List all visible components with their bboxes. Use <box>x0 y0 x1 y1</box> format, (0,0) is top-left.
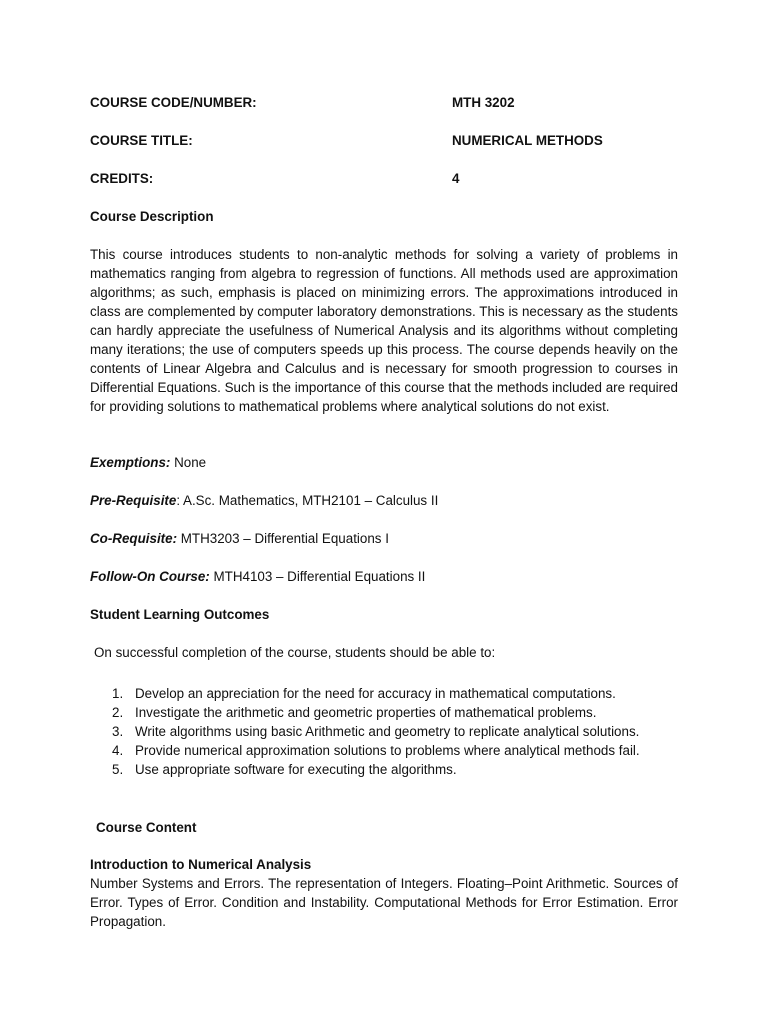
learning-outcomes-heading: Student Learning Outcomes <box>90 607 270 622</box>
learning-outcomes-list <box>90 684 650 779</box>
course-code-row <box>90 93 680 112</box>
list-item-text: Develop an appreciation for the need for accuracy in mathematical computations. <box>135 686 616 701</box>
prerequisite-value: : A.Sc. Mathematics, MTH2101 – Calculus II <box>176 493 439 508</box>
follow-on-course-value: MTH4103 – Differential Equations II <box>209 569 426 584</box>
exemptions-value: None <box>170 455 207 470</box>
prerequisite-line <box>90 491 680 510</box>
list-item <box>90 741 650 760</box>
list-item <box>90 703 650 722</box>
follow-on-course-label: Follow-On Course: <box>90 569 210 584</box>
list-item-text: Investigate the arithmetic and geometric properties of mathematical problems. <box>135 705 597 720</box>
corequisite-label: Co-Requisite: <box>90 531 178 546</box>
course-code-value: MTH 3202 <box>452 95 515 110</box>
follow-on-course-line <box>90 567 680 586</box>
credits-label: CREDITS: <box>90 171 154 186</box>
list-item-number: 2. <box>112 705 124 720</box>
list-item-text: Provide numerical approximation solutions to problems where analytical methods fail. <box>135 743 640 758</box>
list-item <box>90 722 650 741</box>
list-item <box>90 684 650 703</box>
list-item-number: 1. <box>112 686 124 701</box>
list-item-text: Write algorithms using basic Arithmetic and geometry to replicate analytical solutions. <box>135 724 640 739</box>
list-item-number: 4. <box>112 743 124 758</box>
prerequisite-label: Pre-Requisite <box>90 493 177 508</box>
learning-outcomes-intro: On successful completion of the course, students should be able to: <box>94 645 496 660</box>
course-description-heading: Course Description <box>90 209 214 224</box>
course-title-label: COURSE TITLE: <box>90 133 193 148</box>
list-item <box>90 760 650 779</box>
list-item-number: 5. <box>112 762 124 777</box>
course-code-label: COURSE CODE/NUMBER: <box>90 95 257 110</box>
credits-row <box>90 169 680 188</box>
course-content-heading: Course Content <box>96 820 197 835</box>
course-description-body: This course introduces students to non-analytic methods for solving a variety of problems in mathematics ranging from algebra to regression of functions. All methods used are approximation algorithms; as such, emphasis is placed on minimizing errors. The approximations introduced in class are complemented by computer laboratory demonstrations. This is necessary as the students can hardly appreciate the usefulness of Numerical Analysis and its algorithms without completing many iterations; the use of computers speeds up this process. The course depends heavily on the contents of Linear Algebra and Calculus and is necessary for smooth progression to courses in Differential Equations. Such is the importance of this course that the methods included are required for providing solutions to mathematical problems where analytical solutions do not exist. <box>90 247 678 414</box>
corequisite-value: MTH3203 – Differential Equations I <box>177 531 389 546</box>
course-title-value: NUMERICAL METHODS <box>452 133 603 148</box>
section-body: Number Systems and Errors. The representation of Integers. Floating–Point Arithmetic. Sources of Error. Types of Error. Condition and Instability. Computational Methods for Error Estimation. Error Propagation. <box>90 876 678 929</box>
course-title-row <box>90 131 680 150</box>
list-item-number: 3. <box>112 724 124 739</box>
exemptions-label: Exemptions: <box>90 455 171 470</box>
credits-value: 4 <box>452 171 460 186</box>
corequisite-line <box>90 529 680 548</box>
section-title: Introduction to Numerical Analysis <box>90 857 312 872</box>
list-item-text: Use appropriate software for executing the algorithms. <box>135 762 457 777</box>
exemptions-line <box>90 453 680 472</box>
